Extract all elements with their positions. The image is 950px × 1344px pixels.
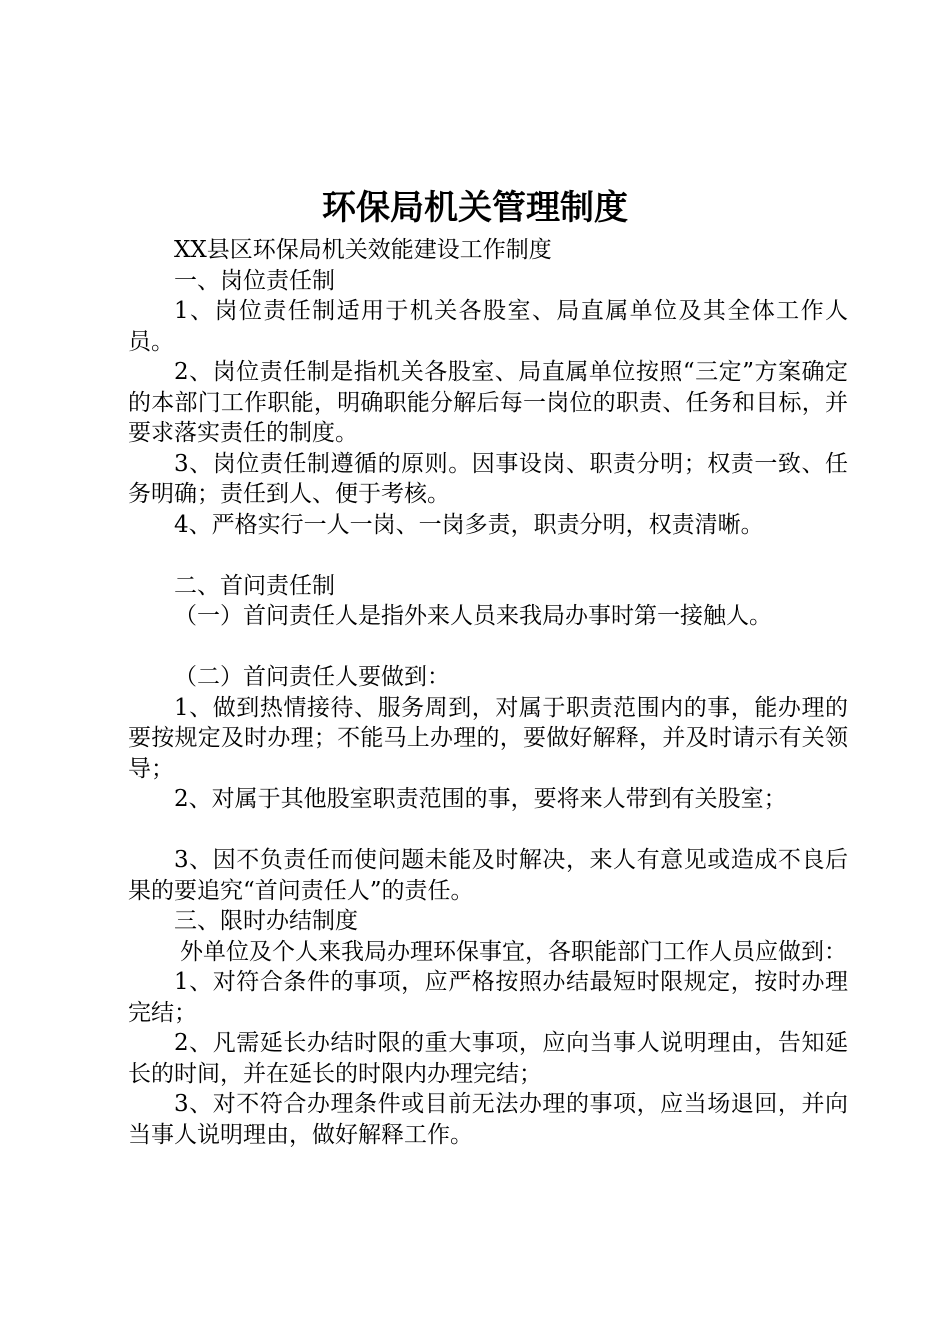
paragraph: 2、凡需延长办结时限的重大事项，应向当事人说明理由，告知延长的时间，并在延长的时限内办理完结；	[128, 1030, 848, 1087]
blank-line	[128, 632, 848, 663]
paragraph: 1、做到热情接待、服务周到，对属于职责范围内的事，能办理的要按规定及时办理；不能马上办理的，要做好解释，并及时请示有关领导；	[128, 694, 848, 782]
section-heading-3: 三、限时办结制度	[174, 908, 358, 934]
paragraph: 4、严格实行一人一岗、一岗多责，职责分明，权责清晰。	[174, 511, 764, 538]
paragraph: 3、岗位责任制遵循的原则。因事设岗、职责分明；权责一致、任务明确；责任到人、便于考核。	[128, 450, 848, 507]
paragraph: （一）首问责任人是指外来人员来我局办事时第一接触人。	[174, 603, 772, 629]
blank-line	[128, 540, 848, 571]
paragraph: 3、对不符合办理条件或目前无法办理的事项，应当场退回，并向当事人说明理由，做好解释工作。	[128, 1091, 848, 1148]
paragraph: 2、对属于其他股室职责范围的事，要将来人带到有关股室；	[174, 786, 787, 812]
paragraph-subtitle: XX县区环保局机关效能建设工作制度	[174, 237, 552, 263]
document-title: 环保局机关管理制度	[322, 188, 628, 228]
paragraph: （二）首问责任人要做到：	[174, 664, 450, 690]
blank-line	[128, 815, 848, 846]
section-heading-1: 一、岗位责任制	[174, 267, 335, 294]
paragraph: 3、因不负责任而使问题未能及时解决，来人有意见或造成不良后果的要追究“首问责任人”的责任。	[128, 847, 848, 904]
paragraph: 1、岗位责任制适用于机关各股室、局直属单位及其全体工作人员。	[128, 298, 848, 355]
section-heading-2: 二、首问责任制	[174, 572, 335, 599]
document-body	[128, 235, 848, 1150]
paragraph: 1、对符合条件的事项，应严格按照办结最短时限规定，按时办理完结；	[128, 969, 848, 1026]
paragraph: 外单位及个人来我局办理环保事宜，各职能部门工作人员应做到：	[180, 938, 847, 965]
paragraph: 2、岗位责任制是指机关各股室、局直属单位按照“三定”方案确定的本部门工作职能，明确职能分解后每一岗位的职责、任务和目标，并要求落实责任的制度。	[128, 359, 848, 446]
